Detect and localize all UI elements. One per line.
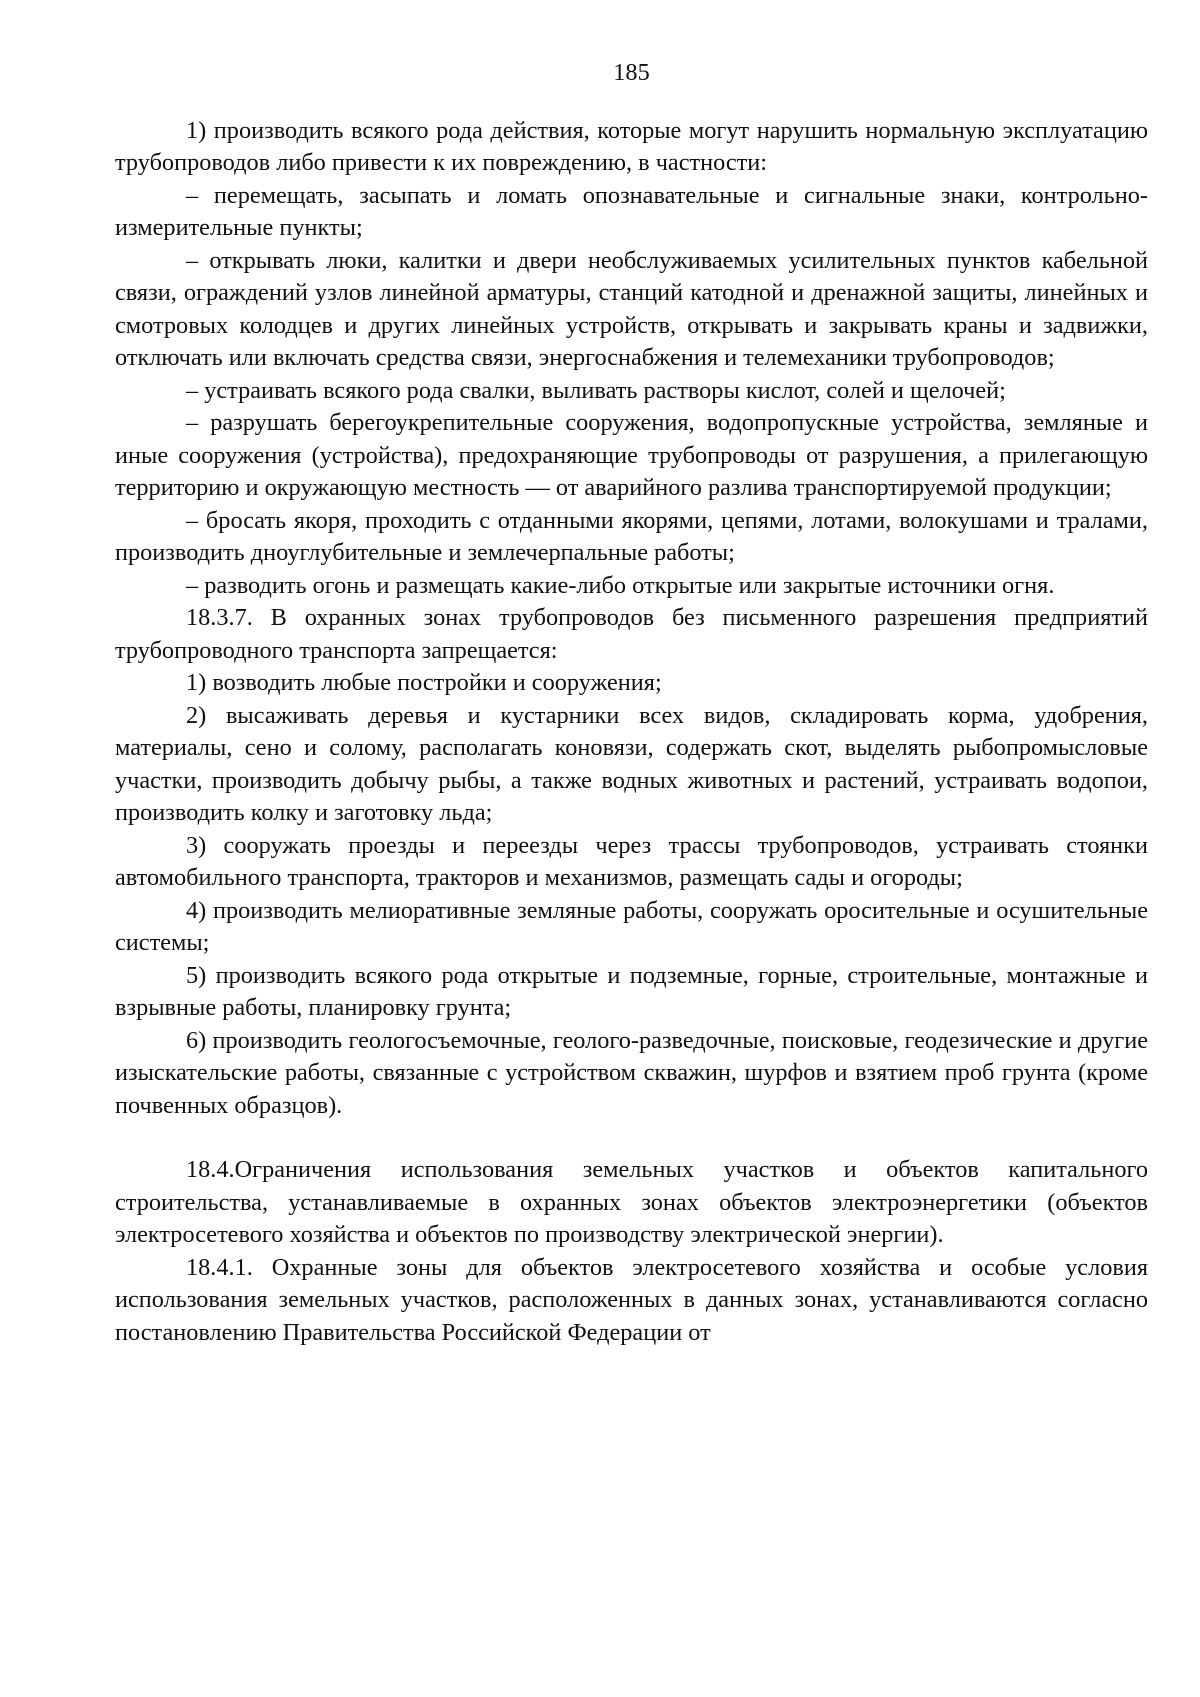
paragraph-bullet-dumps: – устраивать всякого рода свалки, выливать растворы кислот, солей и щелочей;	[186, 376, 1006, 404]
paragraph-prohibited-1: 1) возводить любые постройки и сооружения;	[186, 669, 662, 696]
paragraph-bullet-markers: – перемещать, засыпать и ломать опознавательные и сигнальные знаки, контрольно-измерительные пункты;	[115, 181, 1148, 241]
paragraph-bullet-fire: – разводить огонь и размещать какие-либо открытые или закрытые источники огня.	[186, 571, 1055, 599]
paragraph-item-1: 1) производить всякого рода действия, которые могут нарушить нормальную эксплуатацию трубопроводов либо привести к их повреждению, в частности:	[115, 116, 1148, 176]
section-heading-18-4: 18.4.Ограничения использования земельных участков и объектов капитального строительства, устанавливаемые в охранных зонах объектов электроэнергетики (объектов электросетевого хозяйства и объектов по производству электрической энергии).	[115, 1156, 1148, 1248]
paragraph-prohibited-2: 2) высаживать деревья и кустарники всех видов, складировать корма, удобрения, материалы, сено и солому, располагать коновязи, содержать скот, выделять рыбопромысловые участки, производить добычу рыбы, а также водных животных и растений, устраивать водопои, производить колку и заготовку льда;	[115, 701, 1148, 826]
paragraph-prohibited-5: 5) производить всякого рода открытые и подземные, горные, строительные, монтажные и взрывные работы, планировку грунта;	[115, 961, 1148, 1021]
paragraph-bullet-hatches: – открывать люки, калитки и двери необслуживаемых усилительных пунктов кабельной связи, ограждений узлов линейной арматуры, станций катодной и дренажной защиты, линейных и смотровых колодцев и других линейных устройств, открывать и закрывать краны и задвижки, отключать или включать средства связи, энергоснабжения и телемеханики трубопроводов;	[115, 246, 1148, 371]
paragraph-prohibited-6: 6) производить геологосъемочные, геолого-разведочные, поисковые, геодезические и другие изыскательские работы, связанные с устройством скважин, шурфов и взятием проб грунта (кроме почвенных образцов).	[115, 1026, 1148, 1119]
document-page	[115, 57, 1148, 1349]
paragraph-prohibited-3: 3) сооружать проезды и переезды через трассы трубопроводов, устраивать стоянки автомобильного транспорта, тракторов и механизмов, размещать сады и огороды;	[115, 831, 1148, 891]
paragraph-18-3-7: 18.3.7. В охранных зонах трубопроводов без письменного разрешения предприятий трубопроводного транспорта запрещается:	[115, 604, 1148, 664]
paragraph-bullet-structures: – разрушать берегоукрепительные сооружения, водопропускные устройства, земляные и иные сооружения (устройства), предохраняющие трубопроводы от разрушения, а прилегающую территорию и окружающую местность — от аварийного разлива транспортируемой продукции;	[115, 409, 1148, 501]
paragraph-prohibited-4: 4) производить мелиоративные земляные работы, сооружать оросительные и осушительные системы;	[115, 896, 1148, 956]
paragraph-18-4-1: 18.4.1. Охранные зоны для объектов электросетевого хозяйства и особые условия использования земельных участков, расположенных в данных зонах, устанавливаются согласно постановлению Правительства Российской Федерации от	[115, 1253, 1148, 1346]
page-number: 185	[613, 59, 650, 86]
paragraph-bullet-anchors: – бросать якоря, проходить с отданными якорями, цепями, лотами, волокушами и тралами, производить дноуглубительные и землечерпальные работы;	[115, 506, 1148, 566]
paragraph-spacer	[115, 1122, 1148, 1154]
